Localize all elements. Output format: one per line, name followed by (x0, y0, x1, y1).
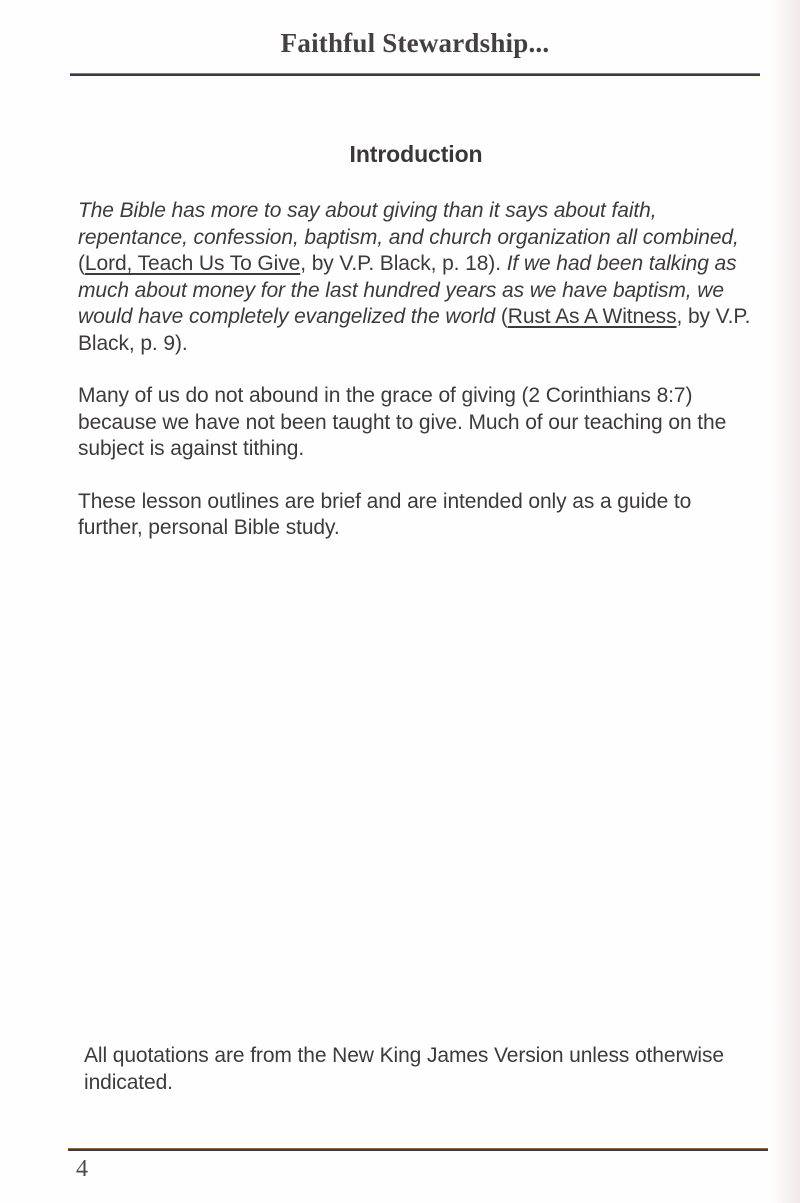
citation-author-page-2: , by V.P. Black, p. 9). (78, 305, 751, 355)
page-content (78, 140, 754, 542)
book-title-lord-teach-us-to-give: Lord, Teach Us To Give (84, 252, 301, 275)
header-rule (70, 73, 760, 76)
section-title: Introduction (349, 141, 483, 167)
paragraph-grace-of-giving: Many of us do not abound in the grace of giving (2 Corinthians 8:7) because we have not been taught to give. Much of our teaching on the subject is against tithing. (78, 384, 727, 460)
running-header-title: Faithful Stewardship... (280, 28, 550, 58)
paragraph-opening-quote (78, 198, 754, 357)
citation-author-page: , by V.P. Black, p. 18). (300, 252, 507, 275)
footer-rule (68, 1148, 768, 1151)
paragraph-lesson-outlines: These lesson outlines are brief and are intended only as a guide to further, personal Bible study. (78, 489, 692, 539)
citation-open-paren: ( (78, 252, 85, 275)
book-title-rust-as-a-witness: Rust As A Witness (507, 305, 677, 328)
quote-text-italic: The Bible has more to say about giving than it says about faith, repentance, confession, baptism, and church organization all combined, (78, 199, 739, 249)
page-edge-shading (770, 0, 800, 1203)
footnote-quotations-note: All quotations are from the New King James Version unless otherwise indicated. (84, 1044, 724, 1094)
page-number: 4 (76, 1156, 88, 1182)
citation-open-paren-2: ( (500, 305, 508, 328)
quote-text-italic-2: If we had been talking as much about money for the last hundred years as we have baptism, we would have completely evangelized the world (78, 252, 737, 328)
